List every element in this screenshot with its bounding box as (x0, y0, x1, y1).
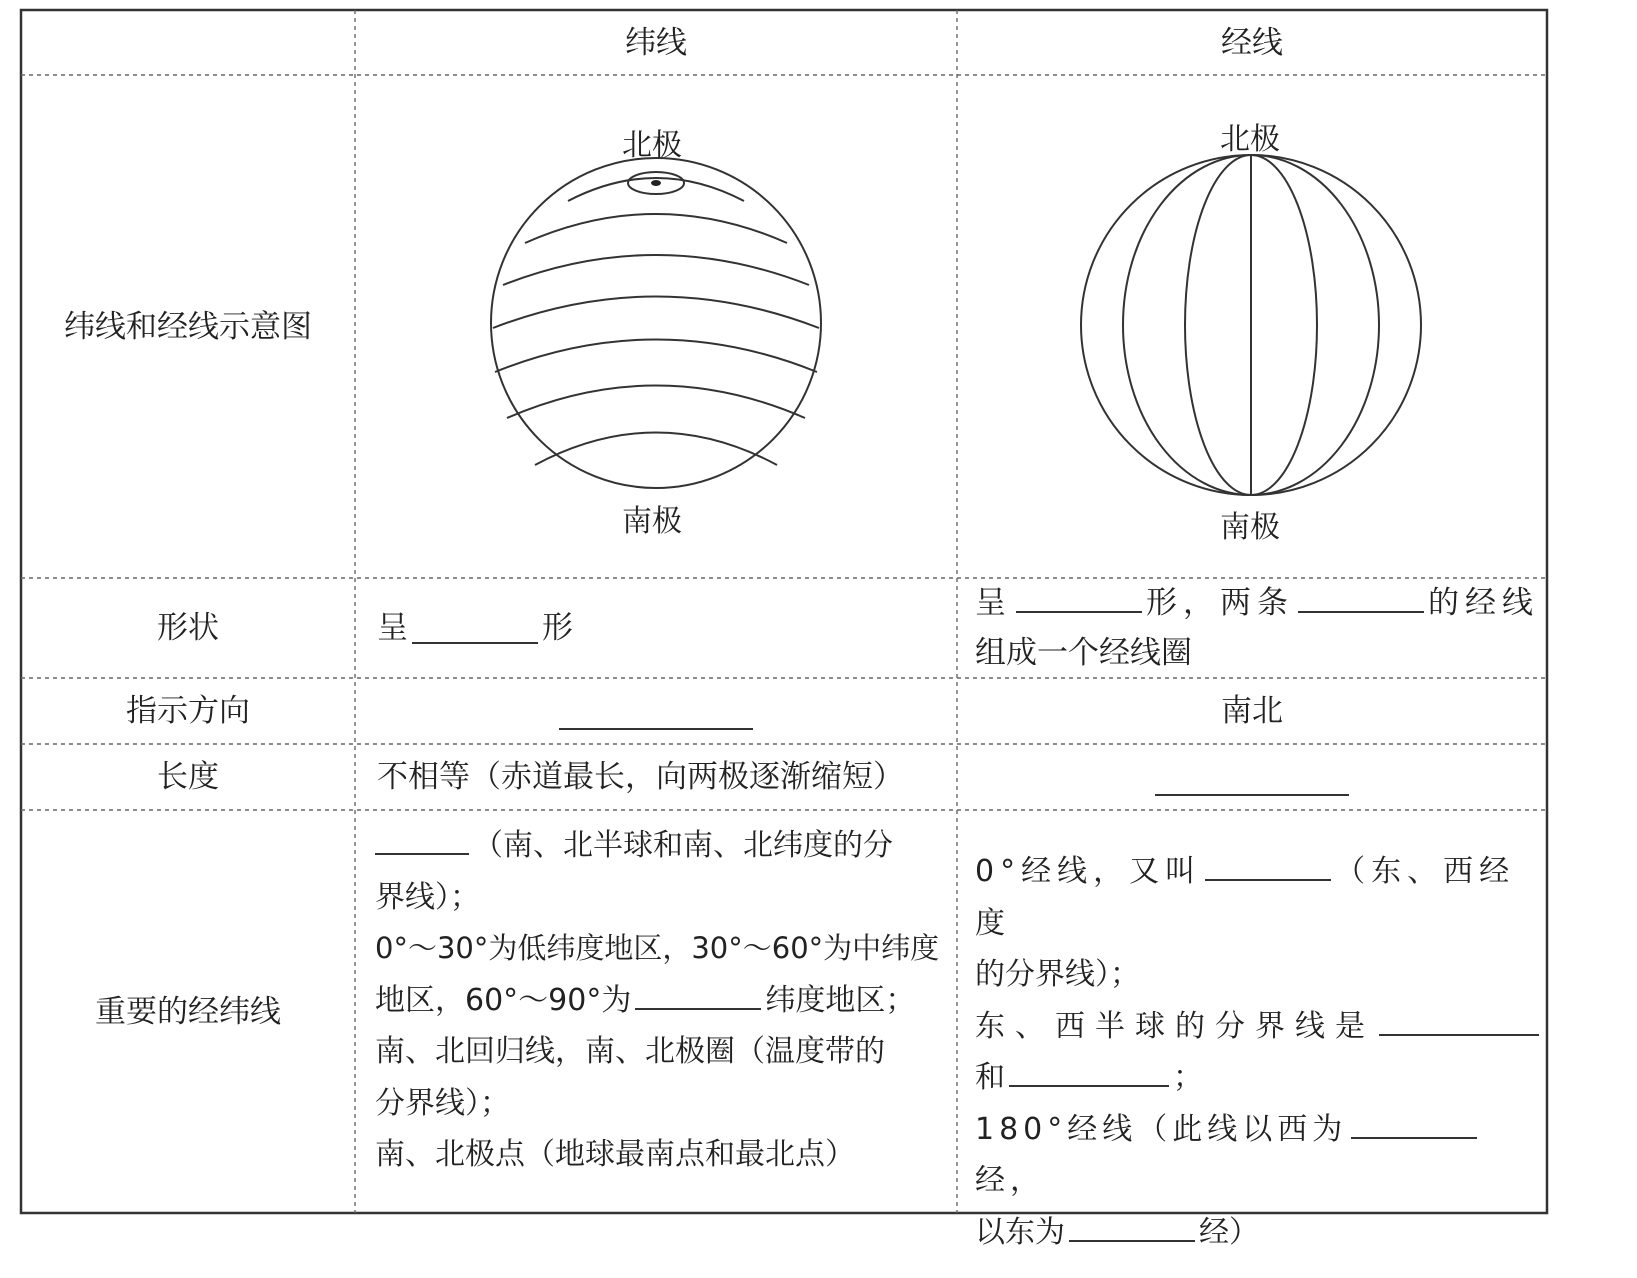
lon-important-line-1b: （东、西经度 (975, 854, 1516, 941)
lon-important-line-5b: 经， (975, 1163, 1045, 1198)
lon-south-pole-label: 南极 (1220, 510, 1280, 545)
lat-length-value: 不相等（赤道最长，向两极逐渐缩短） (377, 759, 904, 795)
lat-important-blank-2[interactable] (635, 978, 761, 1010)
lat-important-line-3: 0°～30°为低纬度地区，30°～60°为中纬度 (375, 931, 940, 965)
lat-important-line-1: （南、北半球和南、北纬度的分 (473, 828, 893, 863)
lon-shape-text-3: 的经线 (1428, 585, 1539, 621)
lat-shape-blank[interactable] (412, 612, 538, 644)
lon-important-blank-1[interactable] (1205, 849, 1331, 881)
lat-important-line-4b: 纬度地区； (765, 982, 916, 1018)
lon-north-pole-label: 北极 (1220, 122, 1280, 157)
lon-important-blank-2[interactable] (1379, 1004, 1539, 1036)
lon-important-line-4b: ； (1173, 1060, 1203, 1095)
lon-important-line-2: 的分界线）； (975, 957, 1140, 992)
lat-important-cell (355, 820, 957, 1213)
lon-important-line-3: 东、西半球的分界线是 (975, 1008, 1375, 1044)
row-label-diagram: 纬线和经线示意图 (64, 308, 312, 345)
header-longitude: 经线 (1221, 24, 1283, 61)
lon-important-line-5a: 180°经线（此线以西为 (975, 1111, 1348, 1147)
lon-length-blank[interactable] (1155, 758, 1349, 796)
lat-shape-cell (355, 578, 957, 678)
row-label-length: 长度 (157, 759, 219, 795)
lon-length-cell (957, 744, 1547, 810)
lon-important-line-6b: 经） (1199, 1214, 1259, 1250)
lon-important-blank-3[interactable] (1009, 1055, 1169, 1087)
lon-important-blank-5[interactable] (1069, 1210, 1195, 1242)
lat-shape-suffix: 形 (542, 610, 573, 646)
lat-important-line-2: 界线）； (375, 879, 480, 915)
lon-shape-blank-2[interactable] (1298, 581, 1424, 613)
lat-important-blank-1[interactable] (375, 823, 469, 855)
lon-shape-cell (957, 578, 1547, 678)
lat-important-line-5: 南、北回归线，南、北极圈（温度带的 (375, 1034, 885, 1069)
lon-shape-blank-1[interactable] (1016, 581, 1142, 613)
lat-south-pole-label: 南极 (622, 504, 682, 539)
header-latitude: 纬线 (625, 24, 687, 61)
lat-north-pole-label: 北极 (622, 128, 682, 163)
row-label-direction: 指示方向 (126, 693, 250, 729)
lat-direction-blank[interactable] (559, 692, 753, 730)
lon-important-line-4a: 和 (975, 1060, 1005, 1095)
lat-direction-cell (355, 678, 957, 744)
lon-direction-value: 南北 (1221, 693, 1283, 729)
row-label-shape: 形状 (157, 610, 219, 646)
lat-important-line-4a: 地区，60°～90°为 (375, 982, 632, 1018)
lat-important-line-7: 南、北极点（地球最南点和最北点） (375, 1137, 855, 1172)
lon-shape-text-1: 呈 (975, 585, 1012, 621)
lon-shape-text-2: 形，两条 (1146, 585, 1294, 621)
lon-important-blank-4[interactable] (1351, 1107, 1477, 1139)
lat-important-line-6: 分界线）； (375, 1085, 510, 1121)
lat-shape-prefix: 呈 (377, 610, 408, 646)
lon-important-line-1a: 0°经线，又叫 (975, 854, 1202, 889)
row-label-important: 重要的经纬线 (95, 993, 281, 1030)
lon-important-cell (957, 846, 1547, 1250)
lon-shape-line2: 组成一个经线圈 (975, 635, 1192, 671)
lon-important-line-6a: 以东为 (975, 1214, 1065, 1250)
